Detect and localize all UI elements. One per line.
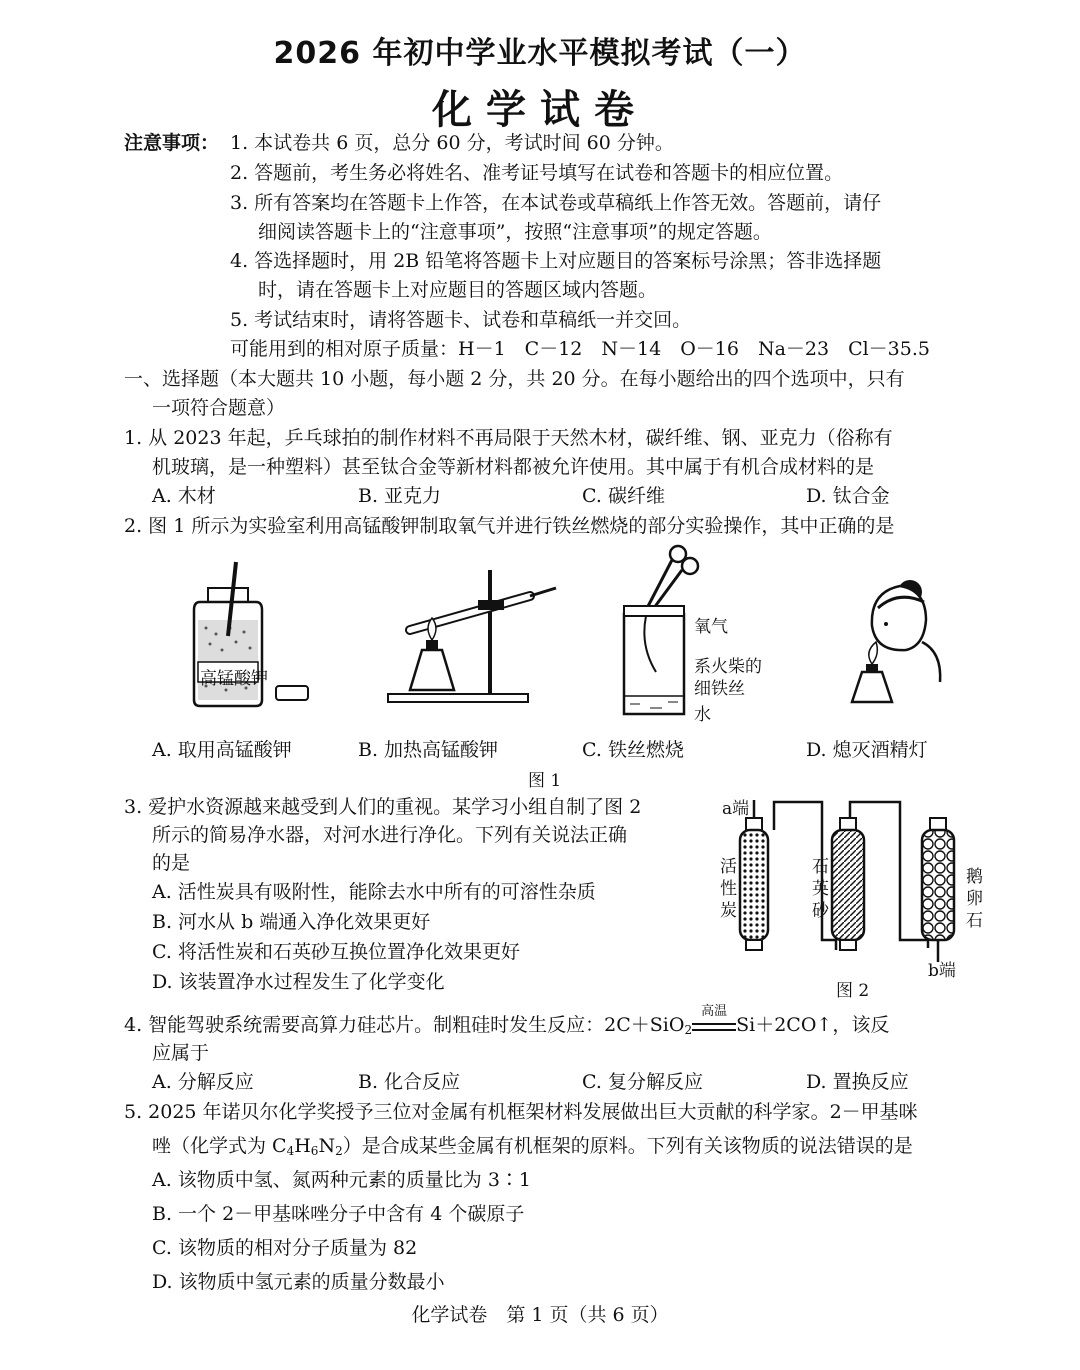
q2-figure-d-lamp bbox=[830, 552, 950, 722]
q2-bottle-label: 高锰酸钾 bbox=[200, 669, 268, 689]
q5-sub-h: 6 bbox=[310, 1144, 319, 1158]
q2-figure-b-heating bbox=[380, 560, 560, 710]
atomic-mass-row bbox=[230, 336, 930, 362]
q5-option-b: B. 一个 2－甲基咪唑分子中含有 4 个碳原子 bbox=[152, 1203, 525, 1225]
notice-item-4: 4. 答选择题时，用 2B 铅笔将答题卡上对应题目的答案标号涂黑；答非选择题 bbox=[230, 250, 882, 272]
q4-stem-cont: 应属于 bbox=[152, 1042, 210, 1064]
q5-stem: 5. 2025 年诺贝尔化学奖授予三位对金属有机框架材料发展做出巨大贡献的科学家。2－甲基咪 bbox=[124, 1101, 918, 1123]
q3-stem-cont-2: 的是 bbox=[152, 852, 191, 874]
q2-option-a: A. 取用高锰酸钾 bbox=[152, 739, 292, 761]
q1-stem: 1. 从 2023 年起，乒乓球拍的制作材料不再局限于天然木材，碳纤维、钢、亚克力（俗称有 bbox=[124, 427, 893, 449]
q3-stem: 3. 爱护水资源越来越受到人们的重视。某学习小组自制了图 2 bbox=[124, 796, 642, 818]
exam-title: 2026 年初中学业水平模拟考试（一） bbox=[273, 36, 807, 71]
q4-subscript-2: 2 bbox=[684, 1023, 693, 1037]
q3-sand-label: 石英砂 bbox=[812, 857, 829, 921]
q2-figure-c-combustion bbox=[610, 544, 700, 724]
q1-option-c: C. 碳纤维 bbox=[582, 485, 665, 507]
exam-subtitle: 化学试卷 bbox=[432, 87, 648, 133]
q4-stem-prefix: 4. 智能驾驶系统需要高算力硅芯片。制粗硅时发生反应：2C＋SiO bbox=[124, 1014, 685, 1036]
q3-carbon-label: 活性炭 bbox=[720, 857, 737, 921]
q5-stem-suffix: ）是合成某些金属有机框架的原料。下列有关该物质的说法错误的是 bbox=[342, 1135, 913, 1157]
q3-option-a: A. 活性炭具有吸附性，能除去水中所有的可溶性杂质 bbox=[152, 881, 596, 903]
q1-option-b: B. 亚克力 bbox=[358, 485, 442, 507]
q3-pebble-label: 鹅卵石 bbox=[966, 867, 983, 931]
q2-wire-label-2: 细铁丝 bbox=[694, 679, 745, 699]
page-footer: 化学试卷 第 1 页（共 6 页） bbox=[411, 1304, 669, 1326]
q2-option-d: D. 熄灭酒精灯 bbox=[806, 739, 928, 761]
notice-item-4-cont: 时，请在答题卡上对应题目的答题区域内答题。 bbox=[258, 279, 658, 301]
notice-item-3-cont: 细阅读答题卡上的“注意事项”，按照“注意事项”的规定答题。 bbox=[258, 221, 772, 243]
q2-option-c: C. 铁丝燃烧 bbox=[582, 739, 684, 761]
notice-item-3: 3. 所有答案均在答题卡上作答，在本试卷或草稿纸上作答无效。答题前，请仔 bbox=[230, 192, 882, 214]
q1-option-d: D. 钛合金 bbox=[806, 485, 890, 507]
q3-option-b: B. 河水从 b 端通入净化效果更好 bbox=[152, 911, 431, 933]
q2-figure-a-bottle bbox=[186, 558, 316, 718]
q4-condition-arrow bbox=[692, 1004, 736, 1031]
q5-stem-prefix: 唑（化学式为 C bbox=[152, 1135, 287, 1157]
q4-option-b: B. 化合反应 bbox=[358, 1071, 461, 1093]
q2-water-label: 水 bbox=[694, 705, 711, 725]
q3-stem-cont-1: 所示的简易净水器，对河水进行净化。下列有关说法正确 bbox=[152, 824, 628, 846]
notice-item-1: 1. 本试卷共 6 页，总分 60 分，考试时间 60 分钟。 bbox=[230, 132, 674, 154]
q5-stem-cont bbox=[152, 1133, 913, 1164]
q3-b-end-label: b端 bbox=[928, 961, 956, 981]
atomic-mass-label: 可能用到的相对原子质量： bbox=[230, 338, 459, 360]
q3-option-d: D. 该装置净水过程发生了化学变化 bbox=[152, 971, 445, 993]
q5-formula-h: H bbox=[294, 1135, 311, 1157]
figure-1-caption: 图 1 bbox=[528, 771, 562, 791]
q4-stem-suffix: Si＋2CO↑，该反 bbox=[736, 1014, 890, 1036]
notice-item-5: 5. 考试结束时，请将答题卡、试卷和草稿纸一并交回。 bbox=[230, 309, 692, 331]
q5-option-c: C. 该物质的相对分子质量为 82 bbox=[152, 1237, 418, 1259]
q3-figure-purifier bbox=[718, 790, 988, 980]
atomic-mass-values: H－1 C－12 N－14 O－16 Na－23 Cl－35.5 bbox=[458, 338, 930, 360]
notice-label: 注意事项： bbox=[124, 132, 220, 154]
section-heading: 一、选择题（本大题共 10 小题，每小题 2 分，共 20 分。在每小题给出的四个选项中，只有 bbox=[124, 368, 905, 390]
q2-wire-label-1: 系火柴的 bbox=[694, 657, 762, 677]
q5-option-d: D. 该物质中氢元素的质量分数最小 bbox=[152, 1271, 445, 1293]
q5-formula-n: N bbox=[318, 1135, 336, 1157]
q2-oxygen-label: 氧气 bbox=[694, 617, 728, 637]
section-heading-cont: 一项符合题意） bbox=[152, 397, 286, 419]
q1-stem-cont: 机玻璃，是一种塑料）甚至钛合金等新材料都被允许使用。其中属于有机合成材料的是 bbox=[152, 456, 875, 478]
q3-option-c: C. 将活性炭和石英砂互换位置净化效果更好 bbox=[152, 941, 520, 963]
q3-a-end-label: a端 bbox=[722, 799, 750, 819]
q2-option-b: B. 加热高锰酸钾 bbox=[358, 739, 499, 761]
q5-sub-n: 2 bbox=[335, 1144, 343, 1158]
q1-option-a: A. 木材 bbox=[152, 485, 216, 507]
q4-condition-label: 高温 bbox=[701, 1004, 728, 1019]
q5-option-a: A. 该物质中氢、氮两种元素的质量比为 3∶1 bbox=[152, 1169, 532, 1191]
q4-stem bbox=[124, 1004, 890, 1043]
q4-option-a: A. 分解反应 bbox=[152, 1071, 254, 1093]
q2-stem: 2. 图 1 所示为实验室利用高锰酸钾制取氧气并进行铁丝燃烧的部分实验操作，其中正确的是 bbox=[124, 515, 895, 537]
q4-option-d: D. 置换反应 bbox=[806, 1071, 909, 1093]
figure-2-caption: 图 2 bbox=[836, 981, 870, 1001]
q5-sub-c: 4 bbox=[286, 1144, 295, 1158]
q4-option-c: C. 复分解反应 bbox=[582, 1071, 703, 1093]
notice-item-2: 2. 答题前，考生务必将姓名、准考证号填写在试卷和答题卡的相应位置。 bbox=[230, 162, 844, 184]
